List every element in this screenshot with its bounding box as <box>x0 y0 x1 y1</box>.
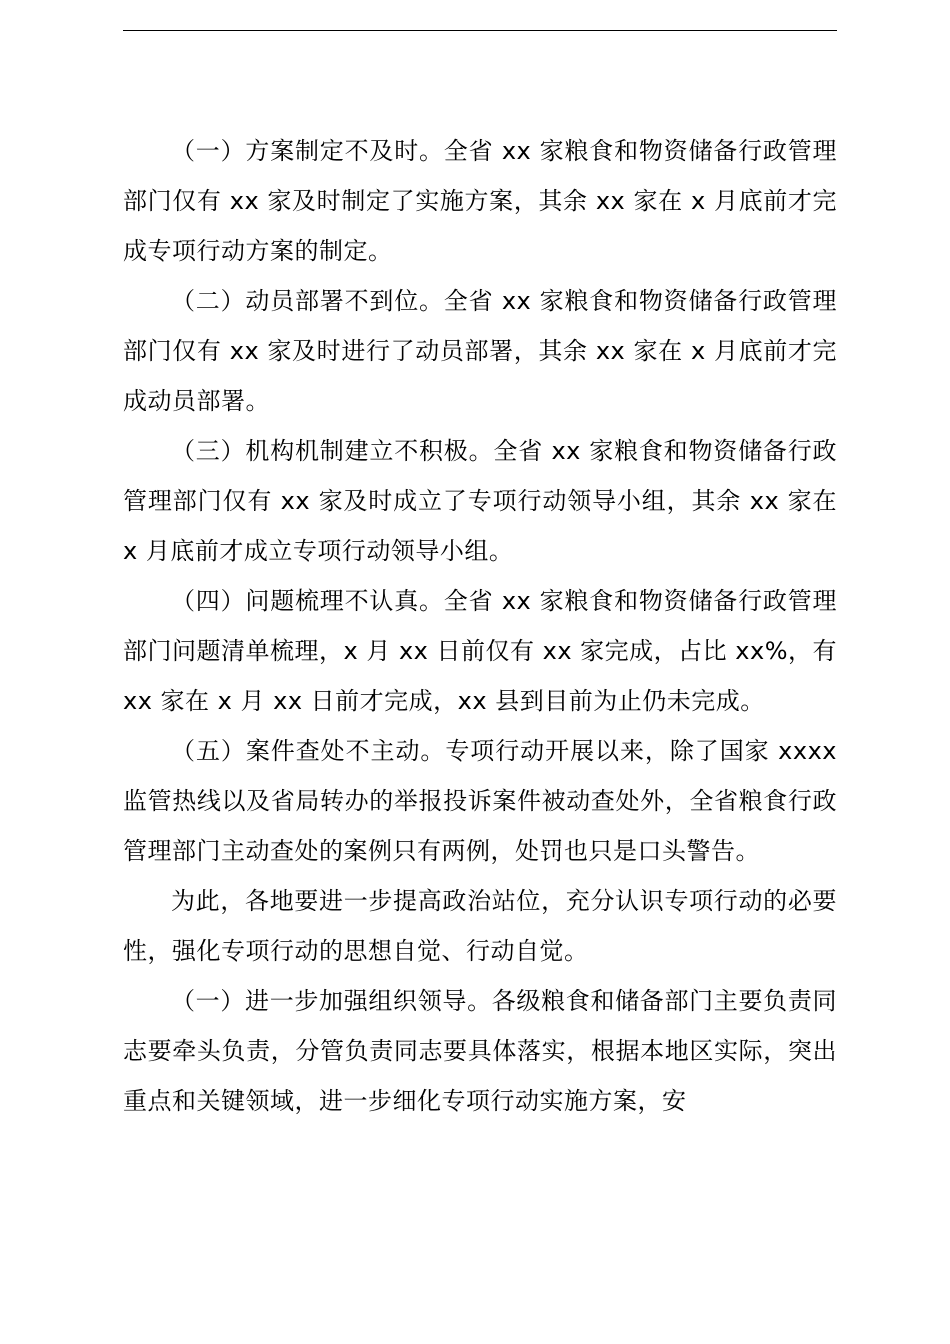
paragraph-issue-3: （三）机构机制建立不积极。全省 xx 家粮食和物资储备行政管理部门仅有 xx 家及时成立了专项行动领导小组，其余 xx 家在 x 月底前才成立专项行动领导小组。 <box>123 437 837 565</box>
paragraph-issue-1: （一）方案制定不及时。全省 xx 家粮食和物资储备行政管理部门仅有 xx 家及时制定了实施方案，其余 xx 家在 x 月底前才完成专项行动方案的制定。 <box>123 137 837 265</box>
paragraph-issue-4: （四）问题梳理不认真。全省 xx 家粮食和物资储备行政管理部门问题清单梳理，x 月 xx 日前仅有 xx 家完成，占比 xx%，有 xx 家在 x 月 xx 日前才完成，xx 县到目前为止仍未完成。 <box>123 587 837 715</box>
paragraph-measure-1: （一）进一步加强组织领导。各级粮食和储备部门主要负责同志要牵头负责，分管负责同志要具体落实，根据本地区实际，突出重点和关键领域，进一步细化专项行动实施方案，安 <box>123 987 837 1115</box>
paragraph-conclusion: 为此，各地要进一步提高政治站位，充分认识专项行动的必要性，强化专项行动的思想自觉、行动自觉。 <box>123 887 837 965</box>
paragraph-issue-5: （五）案件查处不主动。专项行动开展以来，除了国家 xxxx 监管热线以及省局转办的举报投诉案件被动查处外，全省粮食行政管理部门主动查处的案例只有两例，处罚也只是口头警告。 <box>123 737 837 865</box>
document-body <box>123 126 837 1126</box>
header-divider <box>123 30 837 31</box>
paragraph-issue-2: （二）动员部署不到位。全省 xx 家粮食和物资储备行政管理部门仅有 xx 家及时进行了动员部署，其余 xx 家在 x 月底前才完成动员部署。 <box>123 287 837 415</box>
